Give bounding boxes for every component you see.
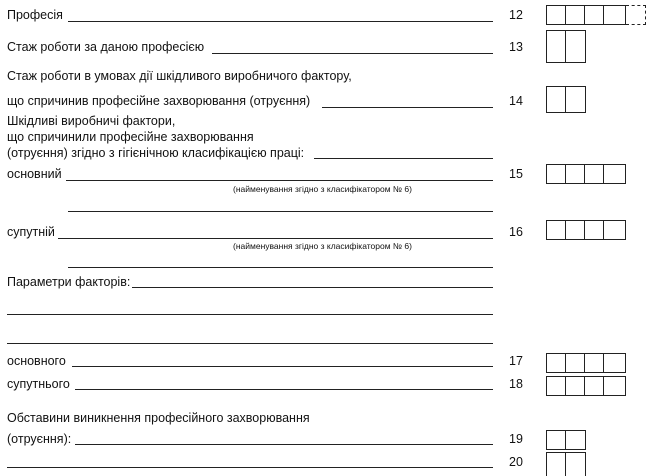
experience-harmful-code-number: 14: [509, 94, 523, 108]
code-cell[interactable]: [547, 221, 566, 239]
main-param-label: основного: [7, 354, 66, 368]
code-cell[interactable]: [566, 431, 585, 449]
experience-harmful-input-line[interactable]: [322, 107, 493, 108]
secondary-factor-code-boxes[interactable]: [546, 220, 626, 240]
harmful-factors-label-line2: що спричинили професійне захворювання: [7, 130, 254, 144]
main-factor-code-boxes[interactable]: [546, 164, 626, 184]
harmful-factors-label-line3: (отруєння) згідно з гігієнічною класифікацією праці:: [7, 146, 305, 160]
code-cell[interactable]: [585, 354, 604, 372]
main-factor-input-line-2[interactable]: [68, 211, 493, 212]
extra-code-boxes[interactable]: [546, 452, 586, 476]
experience-harmful-label-line1: Стаж роботи в умовах дії шкідливого виробничого фактору,: [7, 69, 352, 83]
code-cell[interactable]: [585, 221, 604, 239]
experience-profession-code-boxes[interactable]: [546, 30, 586, 63]
circumstances-input-line[interactable]: [75, 444, 493, 445]
code-cell[interactable]: [585, 165, 604, 183]
code-cell[interactable]: [547, 453, 566, 476]
code-cell[interactable]: [547, 377, 566, 395]
circumstances-code-boxes[interactable]: [546, 430, 586, 450]
code-cell[interactable]: [547, 6, 566, 24]
secondary-factor-note: (найменування згідно з класифікатором № 6): [233, 241, 412, 251]
factor-params-input-line-2[interactable]: [7, 314, 493, 315]
code-cell[interactable]: [566, 354, 585, 372]
main-factor-input-line[interactable]: [66, 180, 493, 181]
code-cell[interactable]: [604, 354, 623, 372]
profession-optional-cell[interactable]: [626, 5, 646, 25]
code-cell[interactable]: [547, 165, 566, 183]
experience-profession-input-line[interactable]: [212, 53, 493, 54]
experience-harmful-label-line2: що спричинив професійне захворювання (отруєння): [7, 94, 311, 108]
code-cell[interactable]: [566, 377, 585, 395]
code-cell[interactable]: [604, 221, 623, 239]
code-cell[interactable]: [547, 87, 566, 112]
code-cell[interactable]: [604, 165, 623, 183]
code-cell[interactable]: [566, 6, 585, 24]
extra-input-line[interactable]: [7, 467, 493, 468]
code-cell[interactable]: [547, 31, 566, 62]
factor-params-input-line-3[interactable]: [7, 343, 493, 344]
circumstances-label-line1: Обставини виникнення професійного захворювання: [7, 411, 310, 425]
code-cell[interactable]: [566, 165, 585, 183]
profession-code-boxes[interactable]: [546, 5, 626, 25]
factor-params-label: Параметри факторів:: [7, 275, 131, 289]
main-param-code-number: 17: [509, 354, 523, 368]
secondary-factor-input-line[interactable]: [58, 238, 493, 239]
harmful-factors-input-line[interactable]: [314, 158, 493, 159]
code-cell[interactable]: [604, 6, 623, 24]
code-cell[interactable]: [585, 377, 604, 395]
main-factor-note: (найменування згідно з класифікатором № 6): [233, 184, 412, 194]
secondary-param-label: супутнього: [7, 377, 70, 391]
code-cell[interactable]: [566, 87, 585, 112]
code-cell[interactable]: [604, 377, 623, 395]
main-param-code-boxes[interactable]: [546, 353, 626, 373]
experience-profession-code-number: 13: [509, 40, 523, 54]
profession-code-number: 12: [509, 8, 523, 22]
code-cell[interactable]: [547, 431, 566, 449]
profession-label: Професія: [7, 8, 63, 22]
experience-profession-label: Стаж роботи за даною професією: [7, 40, 205, 54]
secondary-factor-input-line-2[interactable]: [68, 267, 493, 268]
profession-input-line[interactable]: [68, 21, 493, 22]
factor-params-input-line[interactable]: [132, 287, 493, 288]
code-cell[interactable]: [585, 6, 604, 24]
code-cell[interactable]: [566, 453, 585, 476]
secondary-param-code-boxes[interactable]: [546, 376, 626, 396]
harmful-factors-label-line1: Шкідливі виробничі фактори,: [7, 114, 176, 128]
secondary-param-input-line[interactable]: [75, 389, 493, 390]
main-param-input-line[interactable]: [72, 366, 493, 367]
code-cell[interactable]: [566, 221, 585, 239]
circumstances-code-number: 19: [509, 432, 523, 446]
main-factor-label: основний: [7, 167, 62, 181]
circumstances-label-line2: (отруєння):: [7, 432, 72, 446]
secondary-factor-code-number: 16: [509, 225, 523, 239]
experience-harmful-code-boxes[interactable]: [546, 86, 586, 113]
main-factor-code-number: 15: [509, 167, 523, 181]
secondary-param-code-number: 18: [509, 377, 523, 391]
code-cell[interactable]: [547, 354, 566, 372]
extra-code-number: 20: [509, 455, 523, 469]
code-cell[interactable]: [566, 31, 585, 62]
secondary-factor-label: супутній: [7, 225, 55, 239]
